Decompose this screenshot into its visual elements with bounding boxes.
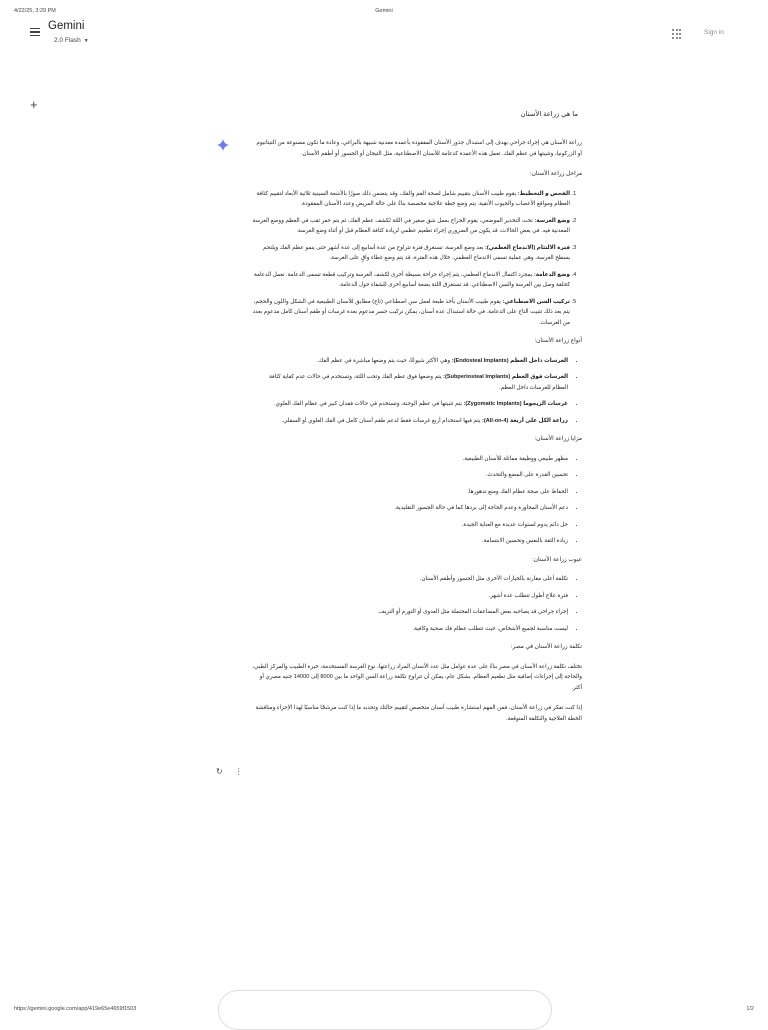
list-item: • زيادة الثقة بالنفس وتحسين الابتسامة.	[252, 536, 568, 547]
types-heading: أنواع زراعة الأسنان:	[534, 338, 582, 344]
print-date: 4/22/25, 3:29 PM	[14, 8, 56, 14]
list-item: • زراعة الكل على أربعة (All-on-4): يتم فيها استخدام أربع غرسات فقط لدعم طقم أسنان كامل في الفك العلوي أو السفلي.	[252, 416, 568, 427]
print-url: https://gemini.google.com/app/419e65e4659f1503	[14, 1006, 137, 1012]
stages-list	[252, 189, 582, 329]
caret-down-icon: ▼	[83, 37, 89, 44]
list-item: 2. وضع الغرسة: تحت التخدير الموضعي، يقوم الجراح بعمل شق صغير في اللثة لكشف عظم الفك، ثم يتم حفر ثقب في العظم ووضع الغرسة المعدنية فيه. في بعض الحالات، قد يكون من الضروري إجراء تطعيم عظمي لزيادة كثافة العظام قبل أو أثناء وضع الغرسة.	[252, 216, 570, 237]
model-label: 2.0 Flash	[54, 37, 81, 44]
list-item: • الحفاظ على صحة عظام الفك ومنع تدهورها.	[252, 487, 568, 498]
list-item: • حل دائم يدوم لسنوات عديدة مع العناية الجيدة.	[252, 520, 568, 531]
list-item: • غرسات الزيجوما (Zygomatic Implants): يتم تثبيتها في عظم الوجنة، وتستخدم في حالات فقدان كبير في عظام الفك العلوي.	[252, 399, 568, 410]
answer-intro: زراعة الأسنان هي إجراء جراحي يهدف إلى استبدال جذور الأسنان المفقودة بأعمدة معدنية شبيهة بالبراغي، وعادة ما تكون مصنوعة من التيتانيوم أو الزركونيا، وتثبيتها في عظم الفك. تعمل هذه الأعمدة كدعامة للأسنان الاصطناعية، مثل التيجان أو الجسور أو أطقم الأسنان.	[256, 140, 582, 157]
list-item: • مظهر طبيعي ووظيفة مماثلة للأسنان الطبيعية.	[252, 454, 568, 465]
types-list	[252, 356, 582, 427]
list-item: • ليست مناسبة لجميع الأشخاص، حيث تتطلب عظام فك صحية وكافية.	[252, 624, 568, 635]
new-chat-button[interactable]: +	[30, 97, 38, 112]
list-item: • الغرسات داخل العظم (Endosteal Implants): وهي الأكثر شيوعًا، حيث يتم وضعها مباشرة في عظم الفك.	[252, 356, 568, 367]
google-apps-icon[interactable]	[672, 29, 682, 39]
model-picker[interactable]	[54, 37, 89, 44]
app-name: Gemini	[48, 20, 85, 32]
list-item: 3. فترة الالتئام (الاندماج العظمي): بعد وضع الغرسة، تستغرق فترة تتراوح من عدة أسابيع إلى عدة أشهر حتى ينمو عظم الفك ويلتحم بسطح الغرسة، وهي عملية تسمى الاندماج العظمي. خلال هذه الفترة، قد يتم وضع غطاء واقٍ على الغرسة.	[252, 243, 570, 264]
user-question: ما هي زراعة الأسنان	[520, 111, 578, 118]
cons-list	[252, 574, 582, 634]
cons-heading: عيوب زراعة الأسنان:	[532, 556, 582, 563]
response-actions	[216, 767, 243, 776]
list-item: • فترة علاج أطول تتطلب عدة أشهر.	[252, 591, 568, 602]
more-vert-icon[interactable]: ⋮	[234, 767, 243, 776]
gemini-sparkle-icon	[216, 138, 230, 152]
print-footer	[14, 1006, 754, 1016]
top-bar	[0, 18, 768, 58]
list-item: • إجراء جراحي قد يصاحبه بعض المضاعفات المحتملة مثل العدوى أو التورم أو النزيف.	[252, 607, 568, 618]
list-item: • تحسين القدرة على المضغ والتحدث.	[252, 470, 568, 481]
list-item: 1. الفحص و التخطيط: يقوم طبيب الأسنان بتقييم شامل لصحة الفم والفك، وقد يتضمن ذلك صورًا بالأشعة السينية ثلاثية الأبعاد لتقييم كثافة العظام ومواقع الأعصاب والجيوب الأنفية. يتم وضع خطة علاجية مخصصة بناءً على حالة المريض وعدد الأسنان المفقودة.	[252, 189, 570, 210]
print-title: Gemini	[375, 8, 393, 14]
menu-icon[interactable]	[30, 28, 40, 37]
print-header	[14, 8, 754, 18]
list-item: 4. وضع الدعامة: بمجرد اكتمال الاندماج العظمي، يتم إجراء جراحة بسيطة أخرى لكشف الغرسة وتركيب قطعة تسمى الدعامة. تعمل الدعامة كحلقة وصل بين الغرسة والسن الاصطناعي. قد تستغرق اللثة بضعة أسابيع أخرى للشفاء حول الدعامة.	[252, 270, 570, 291]
print-page-number: 1/2	[746, 1006, 754, 1012]
cost-heading: تكلفة زراعة الأسنان في مصر:	[510, 644, 582, 650]
cost-text: تختلف تكلفة زراعة الأسنان في مصر بناءً على عدة عوامل مثل عدد الأسنان المراد زراعتها، نوع الغرسة المستخدمة، خبرة الطبيب والمركز الطبي، والحاجة إلى إجراءات إضافية مثل تطعيم العظام. بشكل عام، يمكن أن تتراوح تكلفة زراعة السن الواحد ما بين 8000 إلى 14000 جنيه مصري أو أكثر.	[252, 663, 582, 691]
list-item: • تكلفة أعلى مقارنة بالخيارات الأخرى مثل الجسور وأطقم الأسنان.	[252, 574, 568, 585]
pros-heading: مزايا زراعة الأسنان:	[534, 436, 582, 442]
model-response	[252, 138, 582, 734]
closing-text: إذا كنت تفكر في زراعة الأسنان، فمن المهم استشارة طبيب أسنان متخصص لتقييم حالتك وتحديد ما إذا كنت مرشحًا مناسبًا لهذا الإجراء ومناقشة الخطة العلاجية والتكلفة المتوقعة.	[255, 705, 582, 722]
pros-list	[252, 454, 582, 547]
refresh-icon[interactable]: ↻	[216, 767, 223, 776]
stages-heading: مراحل زراعة الأسنان:	[529, 171, 582, 177]
sign-in-button[interactable]: Sign in	[704, 29, 724, 36]
list-item: • دعم الأسنان المجاورة وعدم الحاجة إلى بردها كما في حالة الجسور التقليدية.	[252, 503, 568, 514]
list-item: 5. تركيب السن الاصطناعي: يقوم طبيب الأسنان بأخذ طبعة لعمل سن اصطناعي (تاج) مطابق للأسنان الطبيعية في الشكل واللون والحجم، يتم بعد ذلك تثبيت التاج على الدعامة. في حالة استبدال عدة أسنان، يمكن تركيب جسر مدعوم بعدة غرسات أو طقم أسنان كامل مدعوم بعدد من الغرسات.	[252, 297, 570, 329]
list-item: • الغرسات فوق العظم (Subperiosteal Implants): يتم وضعها فوق عظم الفك وتحت اللثة، وتستخدم في حالات عدم كفاية كثافة العظام للغرسات داخل العظم.	[252, 372, 568, 393]
